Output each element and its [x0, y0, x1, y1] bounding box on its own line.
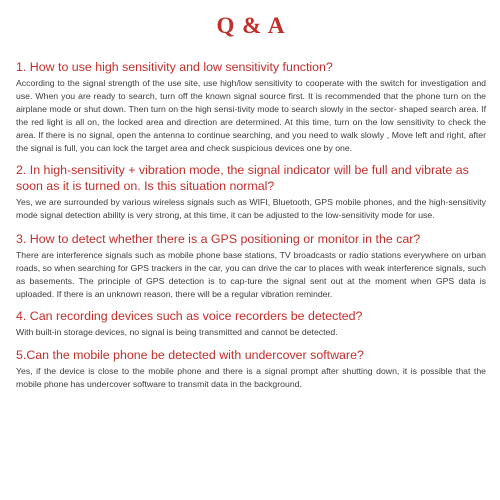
question-1: 1. How to use high sensitivity and low sensitivity function?	[16, 60, 333, 74]
question-2: 2. In high-sensitivity + vibration mode, the signal indicator will be full and vibrate as soon as it is turned on. Is this situation normal?	[16, 162, 469, 193]
question-5: 5.Can the mobile phone be detected with undercover software?	[16, 348, 364, 363]
answer-3: There are interference signals such as mobile phone base stations, TV broadcasts or radio stations everywhere on urban roads, so when searching for GPS trackers in the car, you can drive the car to places with weak interference signals, such as basements. The principle of GPS detection is to cap-ture the signal sent out at the moment when GPS data is uploaded. If there is an unknown reason, there will be a regular vibration reminder.	[16, 249, 486, 300]
qa-item-3	[16, 231, 486, 301]
qa-item-4	[16, 308, 486, 339]
question-3: 3. How to detect whether there is a GPS positioning or monitor in the car?	[16, 231, 421, 246]
question-4: 4. Can recording devices such as voice recorders be detected?	[16, 309, 363, 324]
qa-item-5	[16, 347, 486, 391]
answer-4: With built-in storage devices, no signal is being transmitted and cannot be detected.	[16, 327, 338, 338]
qa-item-2	[16, 162, 486, 222]
qa-item-1	[16, 59, 486, 156]
page-title: Q & A	[216, 13, 286, 38]
answer-2: Yes, we are surrounded by various wireless signals such as WIFI, Bluetooth, GPS mobile phones, and the high-sensitivity mode signal detection ability is very strong, at this time, it can be adjusted to the low-sensitivity mode for use.	[16, 196, 486, 220]
answer-1: According to the signal strength of the use site, use high/low sensitivity to cooperate with the switch for investigation and use. When you are ready to search, turn off the known signal source first. It is recommended that the phone turn on the airplane mode or shut down. Then turn on the high sensi-tivity mode to search slowly in the sector- shaped search area. If the red light is all on, the locked area and direction are determined. At this time, turn on the low sensitivity to check the area. If there is no signal, open the antenna to continue searching, and you need to walk slowly , Move left and right, after the signal is full, you can lock the target area and check suspicious devices one by one.	[16, 78, 486, 154]
answer-5: Yes, if the device is close to the mobile phone and there is a signal prompt after shutting down, it is possible that the mobile phone has undercover software to transmit data in the background.	[16, 366, 486, 390]
